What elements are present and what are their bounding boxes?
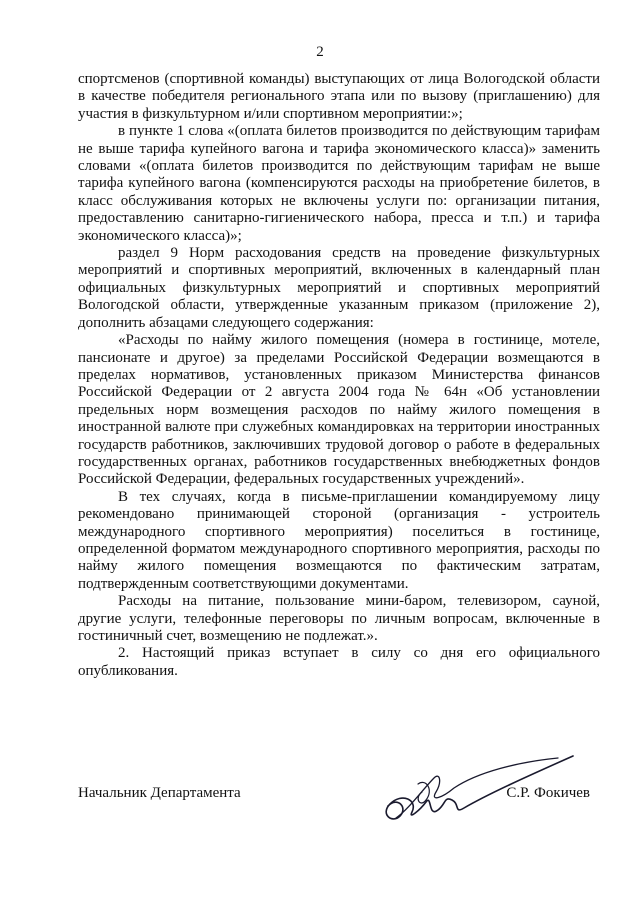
paragraph-4: «Расходы по найму жилого помещения (номера в гостинице, мотеле, пансионате и другое) за пределами Российской Федерации возмещаются в пределах нормативов, установленных приказом Министерства финансов Российской Федерации от 2 августа 2004 года № 64н «Об установлении предельных норм возмещения расходов по найму жилого помещения в иностранной валюте при служебных командировках на территории иностранных государств работников, заключивших трудовой договор о работе в федеральных государственных органах, работников государственных внебюджетных фондов Российской Федерации, федеральных государственных учреждений». — [78, 332, 600, 488]
paragraph-3: раздел 9 Норм расходования средств на проведение физкультурных мероприятий и спортивных мероприятий, включенных в календарный план официальных физкультурных мероприятий и спортивных мероприятий Вологодской области, утвержденные указанным приказом (приложение 2), дополнить абзацами следующего содержания: — [78, 245, 600, 331]
paragraph-6: Расходы на питание, пользование мини-баром, телевизором, сауной, другие услуги, телефонные переговоры по личным вопросам, включенные в гостиничный счет, возмещению не подлежат.». — [78, 593, 600, 644]
page-number: 2 — [316, 44, 324, 60]
document-body — [78, 71, 600, 680]
paragraph-5: В тех случаях, когда в письме-приглашении командируемому лицу рекомендовано принимающей стороной (организация - устроитель международного спортивного мероприятия) поселиться в гостинице, определенной форматом международного спортивного мероприятия, расходы по найму жилого помещения возмещаются по фактическим затратам, подтвержденным соответствующими документами. — [78, 488, 600, 592]
signature-block — [78, 763, 600, 843]
paragraph-1: спортсменов (спортивной команды) выступающих от лица Вологодской области в качестве победителя регионального этапа или по вызову (приглашению) для участия в физкультурном и/или спортивном мероприятии:»; — [78, 71, 600, 122]
signatory-title: Начальник Департамента — [78, 785, 241, 801]
paragraph-2: в пункте 1 слова «(оплата билетов производится по действующим тарифам не выше тарифа купейного вагона и тарифа экономического класса)» заменить словами «(оплата билетов производится по действующим тарифам не выше тарифа купейного вагона (компенсируются расходы на приобретение билетов, в класс обслуживания которых не включены услуги по: организации питания, предоставлению санитарно-гигиенического набора, прессa и т.п.) и тарифа экономического класса)»; — [78, 123, 600, 244]
signatory-name: С.Р. Фокичев — [506, 785, 590, 801]
paragraph-7: 2. Настоящий приказ вступает в силу со дня его официального опубликования. — [78, 645, 600, 679]
